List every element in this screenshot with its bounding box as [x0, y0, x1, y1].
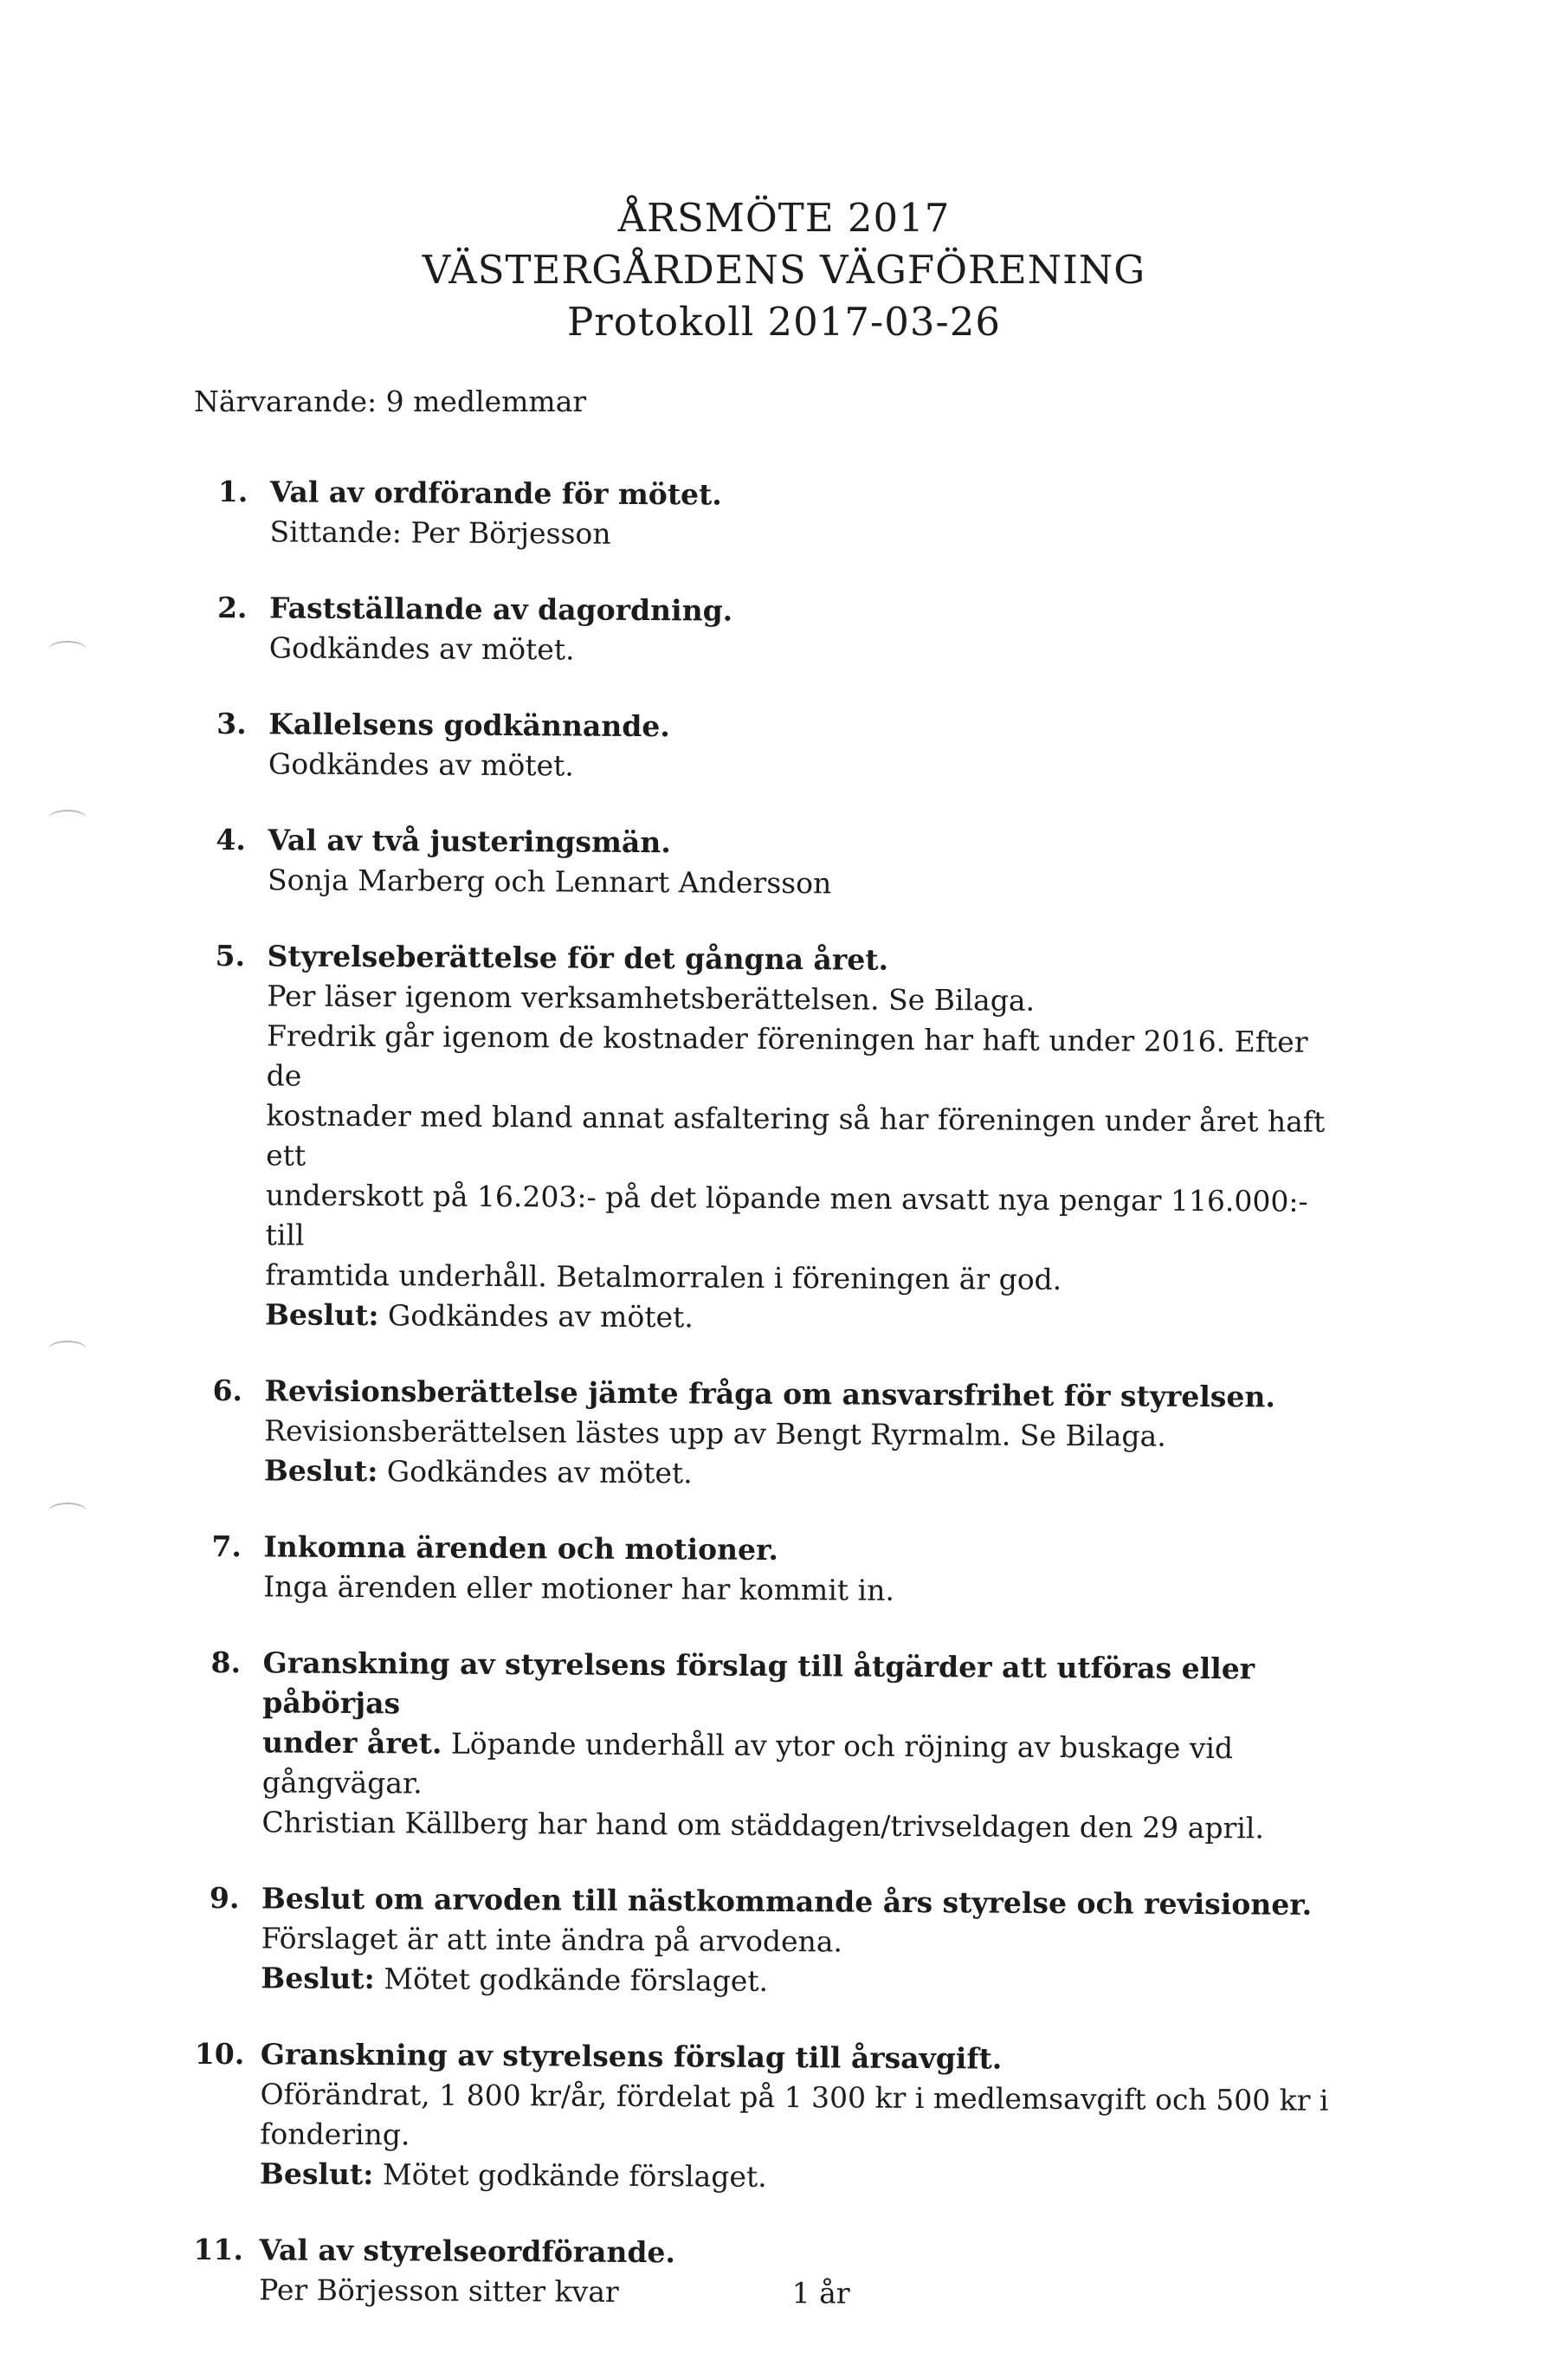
item-decision: [261, 1958, 1343, 2005]
item-heading: Styrelseberättelse för det gångna året.: [267, 939, 889, 977]
item-heading: Val av ordförande för mötet.: [269, 475, 722, 512]
item-heading: Granskning av styrelsens förslag till årsavgift.: [260, 2037, 1003, 2076]
item-number: 11.: [193, 2232, 244, 2267]
item-text: Fredrik går igenom de kostnader föreningen har haft under 2016. Efter de: [266, 1018, 1308, 1093]
item-heading-continued: [262, 1723, 1345, 1809]
item-text: Förslaget är att inte ändra på arvodena.: [261, 1921, 843, 1959]
item-text: [259, 2270, 1341, 2317]
document-header: [0, 192, 1568, 348]
punch-mark: [48, 1341, 87, 1358]
agenda-item-7: [211, 1527, 1346, 1613]
agenda-item-9: [209, 1878, 1344, 2005]
decision-label: Beslut:: [264, 1297, 379, 1333]
agenda-item-5: [213, 936, 1350, 1341]
item-number: 10.: [194, 2036, 245, 2072]
item-text: kostnader med bland annat asfaltering så har föreningen under året haft ett: [266, 1098, 1326, 1173]
item-number: 5.: [215, 938, 246, 973]
item-decision: [260, 2154, 1342, 2201]
item-text: Godkändes av mötet.: [268, 747, 574, 783]
term-length: 1 år: [791, 2276, 850, 2311]
chair-name: Per Börjesson sitter kvar: [259, 2272, 619, 2309]
item-heading: Inkomna ärenden och motioner.: [263, 1529, 779, 1567]
item-text: underskott på 16.203:- på det löpande men avsatt nya pengar 116.000:- till: [265, 1178, 1308, 1252]
item-heading: Beslut om arvoden till nästkommande års styrelse och revisioner.: [261, 1881, 1313, 1922]
item-text: Löpande underhåll av ytor och röjning av buskage vid gångvägar.: [261, 1726, 1234, 1800]
item-heading: Kallelsens godkännande.: [268, 707, 670, 744]
item-heading: Granskning av styrelsens förslag till åtgärder att utföras eller påbörjas: [262, 1645, 1255, 1721]
punch-mark: [48, 1503, 87, 1520]
item-text: Sonja Marberg och Lennart Andersson: [268, 863, 832, 901]
item-text: Inga ärenden eller motioner har kommit in.: [263, 1569, 895, 1607]
agenda-item-6: [212, 1371, 1347, 1497]
decision-text: Mötet godkände förslaget.: [373, 2157, 767, 2194]
item-heading-part: under året.: [261, 1725, 442, 1761]
item-number: 3.: [216, 706, 247, 741]
agenda-item-8: [210, 1643, 1345, 1849]
agenda-item-3: [216, 704, 1352, 791]
agenda-item-11: [193, 2230, 1342, 2317]
item-decision: [264, 1451, 1346, 1497]
item-text: Oförändrat, 1 800 kr/år, fördelat på 1 300 kr i medlemsavgift och 500 kr i: [260, 2077, 1329, 2117]
header-title: ÅRSMÖTE 2017: [617, 195, 951, 241]
item-text: Sittande: Per Börjesson: [269, 514, 611, 551]
agenda-item-2: [217, 588, 1352, 675]
punch-mark: [48, 641, 87, 658]
agenda-list: [193, 472, 1352, 2353]
attendance: Närvarande: 9 medlemmar: [194, 385, 587, 418]
item-text: framtida underhåll. Betalmorralen i föreningen är god.: [265, 1257, 1062, 1296]
item-number: 1.: [217, 474, 248, 509]
item-text: Godkändes av mötet.: [268, 630, 575, 667]
agenda-item-10: [194, 2034, 1343, 2201]
decision-label: Beslut:: [261, 1961, 375, 1996]
item-heading: Val av två justeringsmän.: [268, 823, 671, 860]
decision-text: Mötet godkände förslaget.: [374, 1962, 769, 1998]
item-number: 6.: [212, 1373, 243, 1408]
item-text: fondering.: [260, 2117, 410, 2152]
decision-label: Beslut:: [259, 2156, 374, 2192]
decision-label: Beslut:: [263, 1453, 378, 1489]
decision-text: Godkändes av mötet.: [378, 1298, 694, 1335]
item-heading: Revisionsberättelse jämte fråga om ansvarsfrihet för styrelsen.: [264, 1374, 1276, 1414]
item-text: Per läser igenom verksamhetsberättelsen. Se Bilaga.: [267, 979, 1036, 1018]
item-text: Revisionsberättelsen lästes upp av Bengt Ryrmalm. Se Bilaga.: [264, 1413, 1166, 1453]
header-association: VÄSTERGÅRDENS VÄGFÖRENING: [422, 247, 1146, 293]
item-text: Christian Källberg har hand om städdagen/trivseldagen den 29 april.: [261, 1805, 1265, 1846]
item-number: 8.: [210, 1645, 242, 1680]
item-number: 4.: [216, 822, 246, 857]
item-number: 2.: [216, 590, 248, 625]
agenda-item-4: [216, 820, 1351, 907]
item-heading: Val av styrelseordförande.: [259, 2233, 676, 2270]
decision-text: Godkändes av mötet.: [377, 1454, 693, 1490]
item-number: 9.: [209, 1880, 240, 1916]
item-decision: [265, 1295, 1347, 1341]
item-heading: Fastställande av dagordning.: [268, 591, 733, 628]
item-number: 7.: [211, 1529, 242, 1564]
header-protocol-date: Protokoll 2017-03-26: [567, 299, 1001, 345]
agenda-item-1: [217, 472, 1352, 559]
punch-mark: [48, 810, 87, 827]
